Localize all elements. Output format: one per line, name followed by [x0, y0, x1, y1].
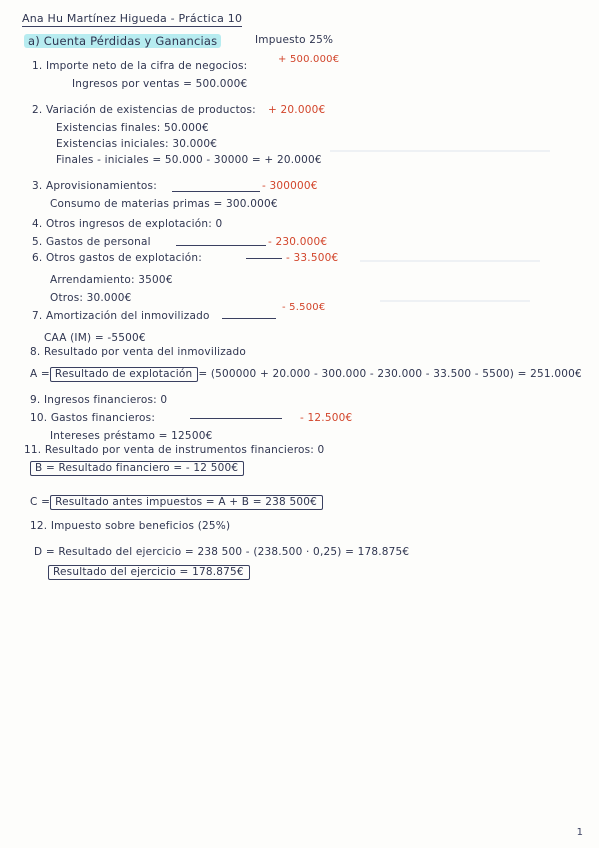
line-7-value: - 5.500€	[282, 302, 326, 313]
result-d-row	[48, 566, 250, 578]
line-10-label: 10. Gastos financieros:	[30, 412, 156, 424]
leader-line	[246, 258, 282, 259]
line-10-value: - 12.500€	[300, 412, 353, 424]
line-2-detail-final: Existencias finales: 50.000€	[56, 122, 209, 134]
result-c-prefix: C =	[30, 496, 51, 508]
page-header: Ana Hu Martínez Higueda - Práctica 10	[22, 12, 243, 25]
line-5-label: 5. Gastos de personal	[32, 236, 151, 248]
line-2-label: 2. Variación de existencias de productos:	[32, 104, 256, 116]
line-1-label: 1. Importe neto de la cifra de negocios:	[32, 60, 248, 72]
line-1-detail: Ingresos por ventas = 500.000€	[72, 78, 248, 90]
line-3-detail: Consumo de materias primas = 300.000€	[50, 198, 278, 210]
line-1-value: + 500.000€	[278, 54, 340, 65]
bleed-through-mark	[330, 150, 550, 152]
result-a-calc: = (500000 + 20.000 - 300.000 - 230.000 - 33.500 - 5500) = 251.000€	[198, 368, 582, 380]
section-title-text: a) Cuenta Pérdidas y Ganancias	[24, 34, 221, 48]
leader-line	[172, 191, 260, 192]
result-d-line: D = Resultado del ejercicio = 238 500 - (238.500 · 0,25) = 178.875€	[34, 546, 410, 558]
tax-note: Impuesto 25%	[255, 34, 334, 46]
line-6-label: 6. Otros gastos de explotación:	[32, 252, 202, 264]
line-6-value: - 33.500€	[286, 252, 339, 264]
result-b-box: B = Resultado financiero = - 12 500€	[30, 461, 244, 476]
leader-line	[190, 418, 282, 419]
result-b-row	[30, 462, 244, 474]
line-3-value: - 300000€	[262, 180, 318, 192]
line-7-detail: CAA (IM) = -5500€	[44, 332, 146, 344]
result-a-prefix: A =	[30, 368, 50, 380]
bleed-through-mark	[380, 300, 530, 302]
line-6-detail-rent: Arrendamiento: 3500€	[50, 274, 173, 286]
leader-line	[176, 245, 266, 246]
line-9-label: 9. Ingresos financieros: 0	[30, 394, 168, 406]
result-a-row	[30, 368, 582, 380]
line-12-label: 12. Impuesto sobre beneficios (25%)	[30, 520, 231, 532]
result-c-row	[30, 496, 323, 508]
section-title	[24, 34, 221, 48]
result-a-box: Resultado de explotación	[50, 367, 198, 382]
line-7-label: 7. Amortización del inmovilizado	[32, 310, 210, 322]
line-3-label: 3. Aprovisionamientos:	[32, 180, 157, 192]
line-4-label: 4. Otros ingresos de explotación: 0	[32, 218, 223, 230]
line-2-detail-initial: Existencias iniciales: 30.000€	[56, 138, 218, 150]
bleed-through-mark	[360, 260, 540, 262]
line-6-detail-other: Otros: 30.000€	[50, 292, 132, 304]
line-8-label: 8. Resultado por venta del inmovilizado	[30, 346, 247, 358]
leader-line	[222, 318, 276, 319]
line-2-value: + 20.000€	[268, 104, 326, 116]
line-10-detail: Intereses préstamo = 12500€	[50, 430, 213, 442]
line-2-detail-diff: Finales - iniciales = 50.000 - 30000 = + 20.000€	[56, 154, 322, 166]
result-c-box: Resultado antes impuestos = A + B = 238 500€	[50, 495, 323, 510]
result-d-box: Resultado del ejercicio = 178.875€	[48, 565, 250, 580]
line-5-value: - 230.000€	[268, 236, 328, 248]
line-11-label: 11. Resultado por venta de instrumentos financieros: 0	[24, 444, 325, 456]
page-number: 1	[576, 827, 583, 838]
